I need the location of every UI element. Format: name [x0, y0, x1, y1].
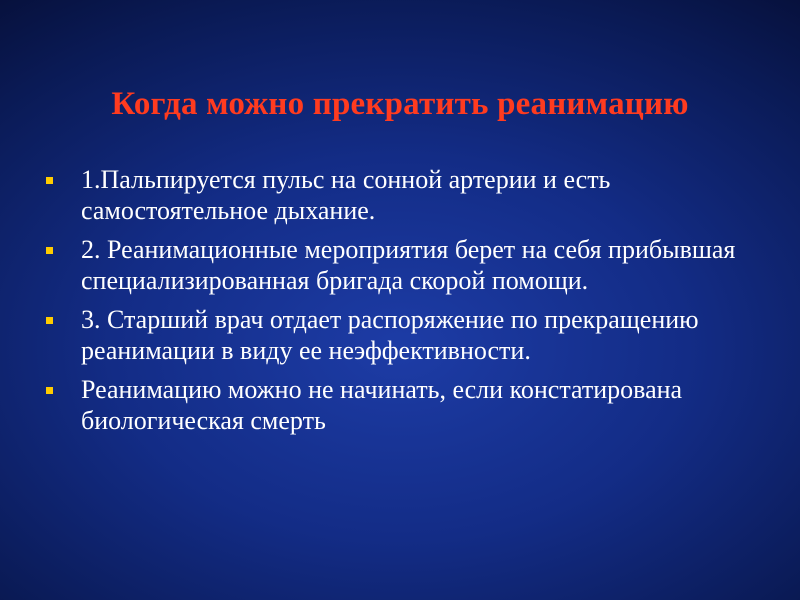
- bullet-text: Реанимацию можно не начинать, если констатирована биологическая смерть: [81, 375, 683, 435]
- list-item: [46, 164, 766, 226]
- bullet-text: 2. Реанимационные мероприятия берет на себя прибывшая специализированная бригада скорой помощи.: [81, 235, 736, 295]
- list-item: [46, 374, 766, 436]
- square-bullet-icon: [46, 177, 53, 184]
- list-item: [46, 234, 766, 296]
- bullet-text: 1.Пальпируется пульс на сонной артерии и есть самостоятельное дыхание.: [81, 165, 611, 225]
- slide-title: Когда можно прекратить реанимацию: [111, 86, 689, 123]
- list-item: [46, 304, 766, 366]
- square-bullet-icon: [46, 387, 53, 394]
- square-bullet-icon: [46, 317, 53, 324]
- square-bullet-icon: [46, 247, 53, 254]
- bullet-list: [46, 164, 766, 444]
- bullet-text: 3. Старший врач отдает распоряжение по прекращению реанимации в виду ее неэффективности.: [81, 305, 699, 365]
